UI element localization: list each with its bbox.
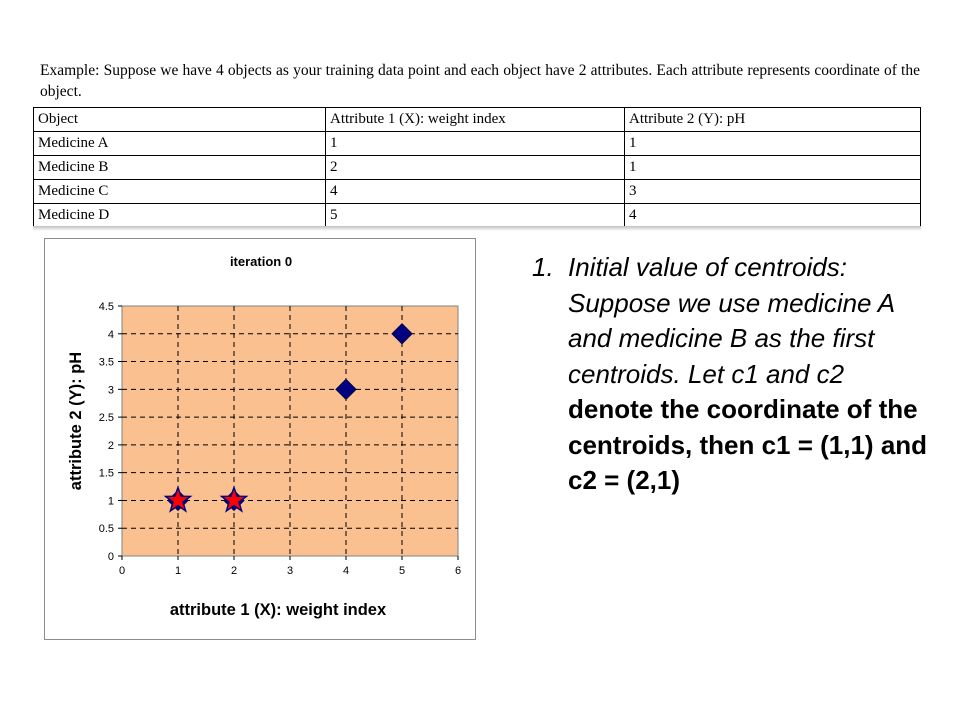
intro-paragraph: Example: Suppose we have 4 objects as your training data point and each object have 2 attributes. Each attribute represents coordinate of the object.: [40, 62, 920, 100]
table-cell: 5: [326, 204, 625, 228]
table-cell: Medicine B: [34, 156, 326, 180]
scatter-plot: [45, 239, 475, 639]
y-axis-label: attribute 2 (Y): pH: [67, 351, 85, 491]
table-header-row: [34, 108, 921, 132]
table-row: [34, 180, 921, 204]
x-axis-label: attribute 1 (X): weight index: [169, 601, 387, 619]
table-cell: 1: [326, 132, 625, 156]
bullet-text: [568, 250, 932, 499]
table-row: [34, 156, 921, 180]
x-tick-label: 0: [118, 565, 126, 577]
training-data-table: [33, 107, 921, 228]
bullet-point: [532, 250, 932, 499]
header-attribute-1: Attribute 1 (X): weight index: [326, 108, 625, 132]
header-attribute-2: Attribute 2 (Y): pH: [625, 108, 921, 132]
iteration-chart: [44, 238, 476, 640]
y-tick-label: 4.5: [98, 301, 114, 313]
bullet-text-bold: denote the coordinate of the centroids, then c1 = (1,1) and c2 = (2,1): [568, 394, 928, 495]
y-tick-label: 3.5: [98, 356, 114, 369]
x-tick-label: 4: [342, 565, 350, 577]
x-tick-label: 2: [230, 565, 238, 577]
x-tick-label: 5: [398, 565, 406, 577]
bullet-number: 1.: [532, 252, 554, 282]
y-tick-label: 2: [107, 439, 114, 452]
table-row: [34, 132, 921, 156]
y-tick-label: 3: [107, 384, 114, 397]
bullet-text-italic: Initial value of centroids: Suppose we use medicine A and medicine B as the first centroids. Let c1 and c2: [568, 252, 895, 389]
header-object: Object: [34, 108, 326, 132]
y-tick-label: 1: [107, 495, 114, 508]
y-tick-label: 4: [107, 328, 114, 341]
table-cell: 1: [625, 132, 921, 156]
table-cell: 4: [326, 180, 625, 204]
y-tick-label: 1.5: [98, 467, 114, 480]
table-cell: 4: [625, 204, 921, 228]
x-tick-label: 6: [454, 565, 462, 577]
x-tick-label: 3: [286, 565, 294, 577]
chart-title: iteration 0: [229, 254, 293, 269]
table-cell: 3: [625, 180, 921, 204]
table-cell: 2: [326, 156, 625, 180]
x-tick-label: 1: [174, 565, 182, 577]
table-cell: 1: [625, 156, 921, 180]
table-cell: Medicine D: [34, 204, 326, 228]
y-tick-label: 0: [107, 551, 114, 563]
cropped-text-edge: [33, 226, 921, 231]
table-cell: Medicine A: [34, 132, 326, 156]
table-cell: Medicine C: [34, 180, 326, 204]
y-tick-label: 0.5: [98, 523, 114, 536]
table-row: [34, 204, 921, 228]
y-tick-label: 2.5: [98, 412, 114, 425]
